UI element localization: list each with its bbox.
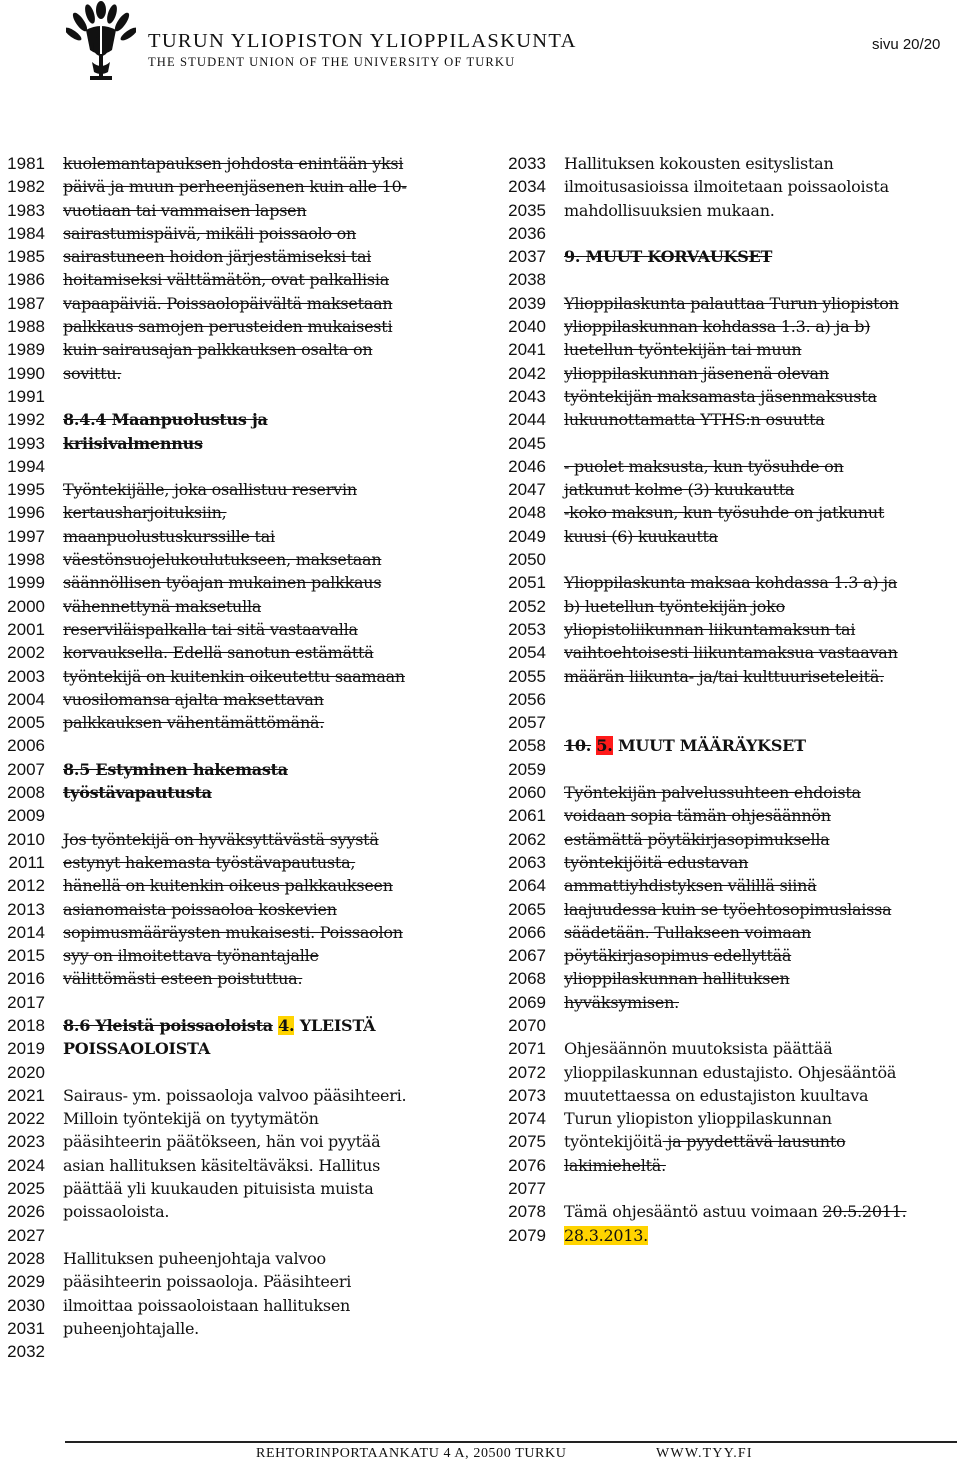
text-line <box>564 758 956 781</box>
struck-text: - puolet maksusta, kun työsuhde on <box>564 456 844 476</box>
line-number: 2030 <box>7 1295 45 1315</box>
line-number: 2061 <box>508 806 546 826</box>
text-line <box>564 804 956 827</box>
text-line <box>63 1014 458 1037</box>
struck-text: 9. MUUT KORVAUKSET <box>564 247 773 267</box>
line-number: 1982 <box>7 177 45 197</box>
right-text-column <box>564 152 956 1247</box>
text-line <box>63 967 458 990</box>
text-segment: asian hallituksen käsiteltäväksi. Hallitus <box>63 1155 381 1175</box>
line-number: 1996 <box>7 503 45 523</box>
text-line <box>63 921 458 944</box>
struck-text: kuin sairausajan palkkauksen osalta on <box>63 340 373 360</box>
text-line <box>564 1177 956 1200</box>
text-line <box>564 1200 956 1223</box>
text-line <box>564 455 956 478</box>
line-number: 2073 <box>508 1085 546 1105</box>
line-number: 2048 <box>508 503 546 523</box>
text-line <box>564 1130 956 1153</box>
text-line <box>63 688 458 711</box>
text-line <box>63 944 458 967</box>
line-number: 1984 <box>7 223 45 243</box>
line-number: 1999 <box>7 573 45 593</box>
line-number: 2005 <box>7 713 45 733</box>
struck-text: estynyt hakemasta työstävapautusta, <box>63 852 356 872</box>
text-segment: Hallituksen puheenjohtaja valvoo <box>63 1248 326 1268</box>
text-line <box>63 1224 458 1247</box>
text-line <box>564 292 956 315</box>
line-number: 2008 <box>7 783 45 803</box>
line-number: 2067 <box>508 946 546 966</box>
struck-text: korvauksella. Edellä sanotun estämättä <box>63 643 374 663</box>
text-line <box>63 408 458 431</box>
struck-text: sopimusmääräysten mukaisesti. Poissaolon <box>63 922 403 942</box>
text-segment: pääsihteerin poissaoloja. Pääsihteeri <box>63 1272 352 1292</box>
struck-text: kertausharjoituksiin, <box>63 503 227 523</box>
text-line <box>564 175 956 198</box>
text-line <box>63 851 458 874</box>
text-line <box>564 501 956 524</box>
line-number: 2032 <box>7 1342 45 1362</box>
line-number: 2046 <box>508 456 546 476</box>
struck-text: työntekijöitä edustavan <box>564 852 749 872</box>
struck-text: syy on ilmoitettava työnantajalle <box>63 946 319 966</box>
line-number: 1987 <box>7 293 45 313</box>
struck-text: 20.5.2011. <box>822 1202 907 1222</box>
text-line <box>63 1200 458 1223</box>
text-line <box>564 1154 956 1177</box>
struck-text: väestönsuojelukoulutukseen, maksetaan <box>63 550 382 570</box>
text-line <box>63 595 458 618</box>
line-number: 2043 <box>508 386 546 406</box>
line-number: 2068 <box>508 969 546 989</box>
text-line <box>564 641 956 664</box>
struck-text: ja pyydettävä lausunto <box>662 1132 846 1152</box>
org-subtitle: THE STUDENT UNION OF THE UNIVERSITY OF TURKU <box>148 55 516 69</box>
footer-divider <box>65 1441 957 1443</box>
line-number: 2002 <box>7 643 45 663</box>
line-number: 1995 <box>7 480 45 500</box>
line-number: 2044 <box>508 410 546 430</box>
struck-text: työntekijän maksamasta jäsenmaksusta <box>564 386 877 406</box>
line-number: 2050 <box>508 550 546 570</box>
text-line <box>63 874 458 897</box>
line-number: 2037 <box>508 247 546 267</box>
line-number: 1998 <box>7 550 45 570</box>
text-line <box>564 385 956 408</box>
line-number: 2006 <box>7 736 45 756</box>
line-number: 2016 <box>7 969 45 989</box>
struck-text: Työntekijälle, joka osallistuu reservin <box>63 480 357 500</box>
text-line <box>564 338 956 361</box>
text-line <box>63 1107 458 1130</box>
text-line <box>564 199 956 222</box>
highlighted-text: 5. <box>596 736 613 756</box>
text-line <box>564 408 956 431</box>
struck-text: kriisivalmennus <box>63 433 203 453</box>
text-line <box>564 1224 956 1247</box>
struck-text: palkkauksen vähentämättömänä. <box>63 713 325 733</box>
text-line <box>63 432 458 455</box>
text-line <box>564 245 956 268</box>
struck-text: sairastuneen hoidon järjestämiseksi tai <box>63 247 372 267</box>
text-line <box>564 874 956 897</box>
text-line <box>63 175 458 198</box>
struck-text: Ylioppilaskunta maksaa kohdassa 1.3 a) ja <box>564 573 898 593</box>
struck-text: ammattiyhdistyksen välillä siinä <box>564 876 817 896</box>
struck-text: päivä ja muun perheenjäsenen kuin alle 10- <box>63 177 407 197</box>
text-line <box>564 734 956 757</box>
line-number: 1988 <box>7 317 45 337</box>
struck-text: kuusi (6) kuukautta <box>564 526 718 546</box>
text-segment: Sairaus- ym. poissaoloja valvoo pääsihteeri. <box>63 1085 407 1105</box>
text-segment: työntekijöitä <box>564 1132 663 1152</box>
line-number: 2034 <box>508 177 546 197</box>
line-numbers-right <box>490 152 546 1247</box>
line-number: 2045 <box>508 433 546 453</box>
text-line <box>564 967 956 990</box>
struck-text: vuosilomansa ajalta maksettavan <box>63 689 324 709</box>
text-line <box>564 898 956 921</box>
line-number: 2024 <box>7 1155 45 1175</box>
text-line <box>63 222 458 245</box>
line-number: 2047 <box>508 480 546 500</box>
student-union-logo <box>66 0 136 82</box>
struck-text: työstävapautusta <box>63 783 212 803</box>
struck-text: kuolemantapauksen johdosta enintään yksi <box>63 154 404 173</box>
struck-text: 8.4.4 Maanpuolustus ja <box>63 410 268 430</box>
line-number: 2014 <box>7 922 45 942</box>
line-number: 2074 <box>508 1109 546 1129</box>
struck-text: b) luetellun työntekijän joko <box>564 596 785 616</box>
line-number: 2039 <box>508 293 546 313</box>
text-segment: muutettaessa on edustajiston kuultava <box>564 1085 869 1105</box>
line-number: 2078 <box>508 1202 546 1222</box>
text-line <box>63 1294 458 1317</box>
struck-text: työntekijä on kuitenkin oikeutettu saamaan <box>63 666 405 686</box>
line-number: 1985 <box>7 247 45 267</box>
struck-text: vaihtoehtoisesti liikuntamaksua vastaavan <box>564 643 898 663</box>
line-number: 2054 <box>508 643 546 663</box>
text-line <box>564 548 956 571</box>
struck-text: välittömästi esteen poistuttua. <box>63 969 303 989</box>
text-line <box>63 758 458 781</box>
text-line <box>564 851 956 874</box>
line-number: 2029 <box>7 1272 45 1292</box>
text-segment: MUUT MÄÄRÄYKSET <box>612 736 806 756</box>
footer-address: REHTORINPORTAANKATU 4 A, 20500 TURKU <box>256 1446 567 1461</box>
line-number: 2051 <box>508 573 546 593</box>
text-line <box>564 665 956 688</box>
struck-text: säännöllisen työajan mukainen palkkaus <box>63 573 382 593</box>
text-line <box>63 1270 458 1293</box>
text-line <box>63 292 458 315</box>
text-segment: ilmoitusasioissa ilmoitetaan poissaoloista <box>564 177 889 197</box>
text-line <box>564 711 956 734</box>
text-line <box>564 991 956 1014</box>
text-line <box>63 199 458 222</box>
line-number: 2059 <box>508 759 546 779</box>
struck-text: voidaan sopia tämän ohjesäännön <box>564 806 831 826</box>
struck-text: hänellä on kuitenkin oikeus palkkaukseen <box>63 876 393 896</box>
line-number: 2012 <box>7 876 45 896</box>
page-number: sivu 20/20 <box>872 36 941 53</box>
text-line <box>564 781 956 804</box>
line-number: 1997 <box>7 526 45 546</box>
struck-text: laajuudessa kuin se työehtosopimuslaissa <box>564 899 892 919</box>
line-number: 2027 <box>7 1225 45 1245</box>
struck-text: estämättä pöytäkirjasopimuksella <box>564 829 830 849</box>
text-segment: Tämä ohjesääntö astuu voimaan <box>564 1202 823 1222</box>
text-line <box>564 268 956 291</box>
struck-text: palkkaus samojen perusteiden mukaisesti <box>63 317 393 337</box>
text-segment: POISSAOLOISTA <box>63 1039 210 1059</box>
struck-text: 8.5 Estyminen hakemasta <box>63 759 288 779</box>
text-line <box>63 991 458 1014</box>
line-number: 2019 <box>7 1039 45 1059</box>
text-line <box>63 478 458 501</box>
text-line <box>63 525 458 548</box>
line-number: 2022 <box>7 1109 45 1129</box>
text-segment: päättää yli kuukauden pituisista muista <box>63 1179 374 1199</box>
line-number: 2020 <box>7 1062 45 1082</box>
text-line <box>63 711 458 734</box>
text-line <box>63 781 458 804</box>
text-line <box>63 1317 458 1340</box>
line-number: 2007 <box>7 759 45 779</box>
struck-text: yliopistoliikunnan liikuntamaksun tai <box>564 619 856 639</box>
line-number: 1991 <box>7 386 45 406</box>
highlighted-text: 4. <box>278 1015 295 1035</box>
line-number: 2062 <box>508 829 546 849</box>
struck-text: -koko maksun, kun työsuhde on jatkunut <box>564 503 885 523</box>
line-number: 2004 <box>7 689 45 709</box>
struck-text: ylioppilaskunnan kohdassa 1.3. a) ja b) <box>564 317 871 337</box>
text-line <box>63 338 458 361</box>
text-segment: mahdollisuuksien mukaan. <box>564 200 775 220</box>
line-number: 2036 <box>508 223 546 243</box>
struck-text: lukuunottamatta YTHS:n osuutta <box>564 410 825 430</box>
line-number: 2060 <box>508 783 546 803</box>
text-segment: pääsihteerin päätökseen, hän voi pyytää <box>63 1132 381 1152</box>
text-line <box>564 571 956 594</box>
line-number: 2018 <box>7 1015 45 1035</box>
line-number: 2038 <box>508 270 546 290</box>
line-number: 2056 <box>508 689 546 709</box>
text-line <box>564 478 956 501</box>
line-number: 2079 <box>508 1225 546 1245</box>
struck-text: hoitamiseksi välttämätön, ovat palkallisia <box>63 270 390 290</box>
line-number: 2033 <box>508 154 546 173</box>
text-line <box>564 315 956 338</box>
line-number: 2077 <box>508 1179 546 1199</box>
text-segment: Hallituksen kokousten esityslistan <box>564 154 834 173</box>
text-line <box>63 1130 458 1153</box>
text-segment: Turun yliopiston ylioppilaskunnan <box>564 1109 832 1129</box>
line-number: 2040 <box>508 317 546 337</box>
struck-text: sovittu. <box>63 363 122 383</box>
text-line <box>564 525 956 548</box>
line-number: 2009 <box>7 806 45 826</box>
text-line <box>63 315 458 338</box>
line-number: 2011 <box>8 852 45 872</box>
text-line <box>564 432 956 455</box>
line-number: 2076 <box>508 1155 546 1175</box>
line-number: 1993 <box>7 433 45 453</box>
line-number: 2071 <box>508 1039 546 1059</box>
text-line <box>564 944 956 967</box>
text-line <box>63 571 458 594</box>
text-line <box>63 268 458 291</box>
highlighted-text: 28.3.2013. <box>564 1225 649 1245</box>
text-line <box>63 1061 458 1084</box>
line-number: 2069 <box>508 992 546 1012</box>
text-line <box>564 595 956 618</box>
text-line <box>564 1014 956 1037</box>
line-number: 2023 <box>7 1132 45 1152</box>
line-number: 2066 <box>508 922 546 942</box>
line-number: 2042 <box>508 363 546 383</box>
text-segment: poissaoloista. <box>63 1202 170 1222</box>
struck-text: 10. <box>564 736 592 756</box>
text-line <box>564 1084 956 1107</box>
text-line <box>564 618 956 641</box>
struck-text: ylioppilaskunnan hallituksen <box>564 969 790 989</box>
text-line <box>63 1177 458 1200</box>
text-line <box>63 1084 458 1107</box>
text-line <box>63 618 458 641</box>
text-line <box>564 1037 956 1060</box>
struck-text: luetellun työntekijän tai muun <box>564 340 802 360</box>
line-number: 2055 <box>508 666 546 686</box>
text-line <box>63 804 458 827</box>
text-line <box>63 1037 458 1060</box>
line-number: 2049 <box>508 526 546 546</box>
struck-text: Jos työntekijä on hyväksyttävästä syystä <box>63 829 379 849</box>
struck-text: pöytäkirjasopimus edellyttää <box>564 946 792 966</box>
struck-text: Työntekijän palvelussuhteen ehdoista <box>564 783 861 803</box>
struck-text: jatkunut kolme (3) kuukautta <box>564 480 795 500</box>
text-line <box>564 688 956 711</box>
struck-text: maanpuolustuskurssille tai <box>63 526 275 546</box>
text-line <box>564 828 956 851</box>
struck-text: säädetään. Tullakseen voimaan <box>564 922 812 942</box>
struck-text: vuotiaan tai vammaisen lapsen <box>63 200 307 220</box>
line-number: 2035 <box>508 200 546 220</box>
org-name: TURUN YLIOPISTON YLIOPPILASKUNTA <box>148 30 577 52</box>
text-line <box>63 455 458 478</box>
struck-text: lakimieheltä. <box>564 1155 666 1175</box>
struck-text: määrän liikunta- ja/tai kulttuuriseteleitä. <box>564 666 884 686</box>
line-number: 1992 <box>7 410 45 430</box>
struck-text: asianomaista poissaoloa koskevien <box>63 899 337 919</box>
text-segment: Milloin työntekijä on tyytymätön <box>63 1109 319 1129</box>
left-text-column <box>63 152 458 1363</box>
struck-text: vapaapäiviä. Poissaolopäivältä maksetaan <box>63 293 393 313</box>
text-line <box>564 1061 956 1084</box>
line-number: 2072 <box>508 1062 546 1082</box>
line-number: 1986 <box>7 270 45 290</box>
text-line <box>63 665 458 688</box>
line-number: 2001 <box>7 619 45 639</box>
line-number: 2017 <box>7 992 45 1012</box>
line-number: 1983 <box>7 200 45 220</box>
line-number: 1990 <box>7 363 45 383</box>
text-line <box>564 921 956 944</box>
line-number: 2075 <box>508 1132 546 1152</box>
line-number: 2026 <box>7 1202 45 1222</box>
text-line <box>63 1247 458 1270</box>
text-line <box>63 385 458 408</box>
line-number: 2021 <box>7 1085 45 1105</box>
line-number: 2064 <box>508 876 546 896</box>
line-number: 2058 <box>508 736 546 756</box>
text-line <box>63 362 458 385</box>
line-number: 2065 <box>508 899 546 919</box>
line-number: 2025 <box>7 1179 45 1199</box>
struck-text: vähennettynä maksetulla <box>63 596 262 616</box>
text-line <box>63 152 458 175</box>
line-number: 1989 <box>7 340 45 360</box>
text-line <box>63 641 458 664</box>
struck-text: sairastumispäivä, mikäli poissaolo on <box>63 223 357 243</box>
line-number: 2041 <box>508 340 546 360</box>
line-number: 1981 <box>7 154 45 173</box>
text-line <box>63 1340 458 1363</box>
text-line <box>63 1154 458 1177</box>
struck-text: ylioppilaskunnan jäsenenä olevan <box>564 363 829 383</box>
text-segment: ilmoittaa poissaoloistaan hallituksen <box>63 1295 351 1315</box>
text-line <box>564 152 956 175</box>
struck-text: reserviläispalkalla tai sitä vastaavalla <box>63 619 358 639</box>
footer-website[interactable]: WWW.TYY.FI <box>656 1446 753 1461</box>
text-line <box>63 245 458 268</box>
text-line <box>564 362 956 385</box>
struck-text: 8.6 Yleistä poissaoloista <box>63 1015 273 1035</box>
text-line <box>63 501 458 524</box>
line-number: 2053 <box>508 619 546 639</box>
struck-text: Ylioppilaskunta palauttaa Turun yliopiston <box>564 293 899 313</box>
line-number: 2003 <box>7 666 45 686</box>
line-number: 2015 <box>7 946 45 966</box>
text-line <box>564 1107 956 1130</box>
text-line <box>63 548 458 571</box>
line-numbers-left <box>0 152 45 1363</box>
text-line <box>63 898 458 921</box>
text-segment: ylioppilaskunnan edustajisto. Ohjesääntöä <box>564 1062 897 1082</box>
line-number: 2000 <box>7 596 45 616</box>
text-line <box>564 222 956 245</box>
text-segment: puheenjohtajalle. <box>63 1318 199 1338</box>
line-number: 2070 <box>508 1015 546 1035</box>
text-segment: YLEISTÄ <box>294 1015 376 1035</box>
line-number: 2013 <box>7 899 45 919</box>
line-number: 2028 <box>7 1248 45 1268</box>
struck-text: hyväksymisen. <box>564 992 679 1012</box>
line-number: 2057 <box>508 713 546 733</box>
line-number: 2063 <box>508 852 546 872</box>
line-number: 1994 <box>7 456 45 476</box>
line-number: 2052 <box>508 596 546 616</box>
text-line <box>63 828 458 851</box>
text-segment: Ohjesäännön muutoksista päättää <box>564 1039 833 1059</box>
line-number: 2031 <box>7 1318 45 1338</box>
text-line <box>63 734 458 757</box>
line-number: 2010 <box>7 829 45 849</box>
